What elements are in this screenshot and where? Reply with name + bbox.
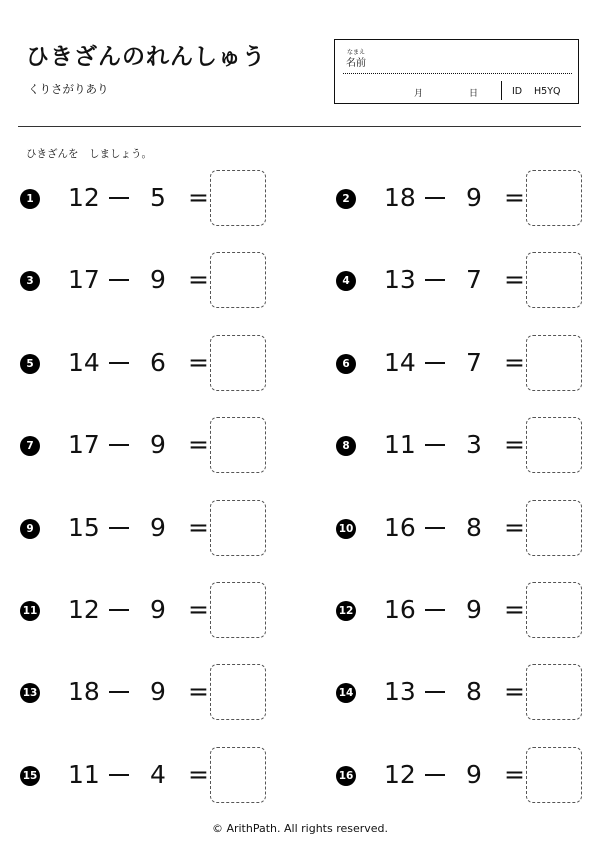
- subtrahend: 8: [466, 513, 482, 542]
- minuend: 12: [384, 760, 416, 789]
- subtrahend: 9: [150, 513, 166, 542]
- minuend: 11: [68, 760, 100, 789]
- problem-number: 4: [336, 271, 356, 291]
- minus-sign: [107, 183, 131, 213]
- subtrahend: 4: [150, 760, 166, 789]
- minus-sign: [107, 760, 131, 790]
- answer-box[interactable]: [210, 170, 266, 226]
- problem-number: 7: [20, 436, 40, 456]
- subtrahend: 9: [466, 595, 482, 624]
- answer-box[interactable]: [210, 747, 266, 803]
- equals-sign: =: [188, 513, 209, 542]
- answer-box[interactable]: [526, 582, 582, 638]
- minuend: 11: [384, 430, 416, 459]
- answer-box[interactable]: [526, 170, 582, 226]
- minus-sign: [107, 595, 131, 625]
- name-label: 名前: [346, 58, 366, 69]
- problem-item: [336, 664, 586, 722]
- equals-sign: =: [504, 677, 525, 706]
- instruction-text: ひきざんを しましょう。: [26, 148, 152, 160]
- problem-number: 11: [20, 601, 40, 621]
- problem-number: 13: [20, 683, 40, 703]
- equals-sign: =: [504, 430, 525, 459]
- subtrahend: 8: [466, 677, 482, 706]
- subtrahend: 9: [466, 183, 482, 212]
- problem-number: 6: [336, 354, 356, 374]
- answer-box[interactable]: [210, 252, 266, 308]
- problem-number: 5: [20, 354, 40, 374]
- subtrahend: 3: [466, 430, 482, 459]
- equals-sign: =: [188, 760, 209, 789]
- answer-box[interactable]: [526, 335, 582, 391]
- answer-box[interactable]: [210, 500, 266, 556]
- minus-sign: [107, 513, 131, 543]
- problem-item: [336, 170, 586, 228]
- problem-item: [336, 335, 586, 393]
- problem-item: [336, 582, 586, 640]
- equals-sign: =: [504, 760, 525, 789]
- subtrahend: 7: [466, 265, 482, 294]
- subtrahend: 9: [150, 265, 166, 294]
- minus-sign: [423, 183, 447, 213]
- page-title: ひきざんのれんしゅう: [26, 44, 266, 70]
- problem-item: [20, 747, 270, 805]
- answer-box[interactable]: [526, 500, 582, 556]
- minus-sign: [423, 595, 447, 625]
- header-divider: [18, 126, 581, 127]
- problem-number: 9: [20, 519, 40, 539]
- equals-sign: =: [188, 183, 209, 212]
- minus-sign: [423, 348, 447, 378]
- equals-sign: =: [504, 513, 525, 542]
- problem-number: 2: [336, 189, 356, 209]
- problem-number: 3: [20, 271, 40, 291]
- minus-sign: [107, 430, 131, 460]
- equals-sign: =: [188, 348, 209, 377]
- minuend: 18: [384, 183, 416, 212]
- month-label: 月: [414, 89, 424, 99]
- day-label: 日: [469, 89, 479, 99]
- minuend: 13: [384, 677, 416, 706]
- id-value: H5YQ: [534, 86, 561, 97]
- minuend: 16: [384, 595, 416, 624]
- equals-sign: =: [188, 677, 209, 706]
- answer-box[interactable]: [210, 417, 266, 473]
- minus-sign: [423, 430, 447, 460]
- problem-item: [20, 664, 270, 722]
- answer-box[interactable]: [526, 664, 582, 720]
- minus-sign: [423, 760, 447, 790]
- problem-number: 8: [336, 436, 356, 456]
- minuend: 17: [68, 430, 100, 459]
- problem-item: [336, 417, 586, 475]
- minus-sign: [423, 513, 447, 543]
- subtrahend: 9: [150, 595, 166, 624]
- name-box: [334, 39, 579, 104]
- furigana-label: なまえ: [347, 49, 366, 56]
- equals-sign: =: [188, 595, 209, 624]
- minus-sign: [423, 677, 447, 707]
- answer-box[interactable]: [210, 335, 266, 391]
- problem-item: [20, 252, 270, 310]
- minuend: 14: [384, 348, 416, 377]
- answer-box[interactable]: [210, 582, 266, 638]
- problem-item: [336, 252, 586, 310]
- problem-number: 15: [20, 766, 40, 786]
- minus-sign: [107, 348, 131, 378]
- equals-sign: =: [188, 430, 209, 459]
- minuend: 16: [384, 513, 416, 542]
- problem-number: 14: [336, 683, 356, 703]
- problem-item: [20, 170, 270, 228]
- problem-number: 12: [336, 601, 356, 621]
- problem-number: 10: [336, 519, 356, 539]
- id-divider: [501, 81, 502, 100]
- problem-item: [20, 582, 270, 640]
- minuend: 17: [68, 265, 100, 294]
- equals-sign: =: [504, 265, 525, 294]
- problem-item: [336, 500, 586, 558]
- equals-sign: =: [504, 595, 525, 624]
- equals-sign: =: [188, 265, 209, 294]
- problem-item: [20, 417, 270, 475]
- problem-number: 1: [20, 189, 40, 209]
- equals-sign: =: [504, 348, 525, 377]
- equals-sign: =: [504, 183, 525, 212]
- page-subtitle: くりさがりあり: [28, 82, 109, 96]
- answer-box[interactable]: [210, 664, 266, 720]
- subtrahend: 9: [150, 677, 166, 706]
- minus-sign: [423, 265, 447, 295]
- subtrahend: 7: [466, 348, 482, 377]
- minuend: 15: [68, 513, 100, 542]
- subtrahend: 9: [150, 430, 166, 459]
- minuend: 12: [68, 183, 100, 212]
- id-label: ID: [512, 86, 523, 97]
- subtrahend: 5: [150, 183, 166, 212]
- name-field[interactable]: [343, 73, 572, 74]
- minuend: 12: [68, 595, 100, 624]
- answer-box[interactable]: [526, 417, 582, 473]
- minuend: 13: [384, 265, 416, 294]
- subtrahend: 9: [466, 760, 482, 789]
- problem-item: [20, 500, 270, 558]
- problem-number: 16: [336, 766, 356, 786]
- minus-sign: [107, 265, 131, 295]
- answer-box[interactable]: [526, 252, 582, 308]
- answer-box[interactable]: [526, 747, 582, 803]
- minus-sign: [107, 677, 131, 707]
- problem-item: [336, 747, 586, 805]
- minuend: 18: [68, 677, 100, 706]
- footer-copyright: © ArithPath. All rights reserved.: [211, 822, 389, 835]
- minuend: 14: [68, 348, 100, 377]
- subtrahend: 6: [150, 348, 166, 377]
- problem-item: [20, 335, 270, 393]
